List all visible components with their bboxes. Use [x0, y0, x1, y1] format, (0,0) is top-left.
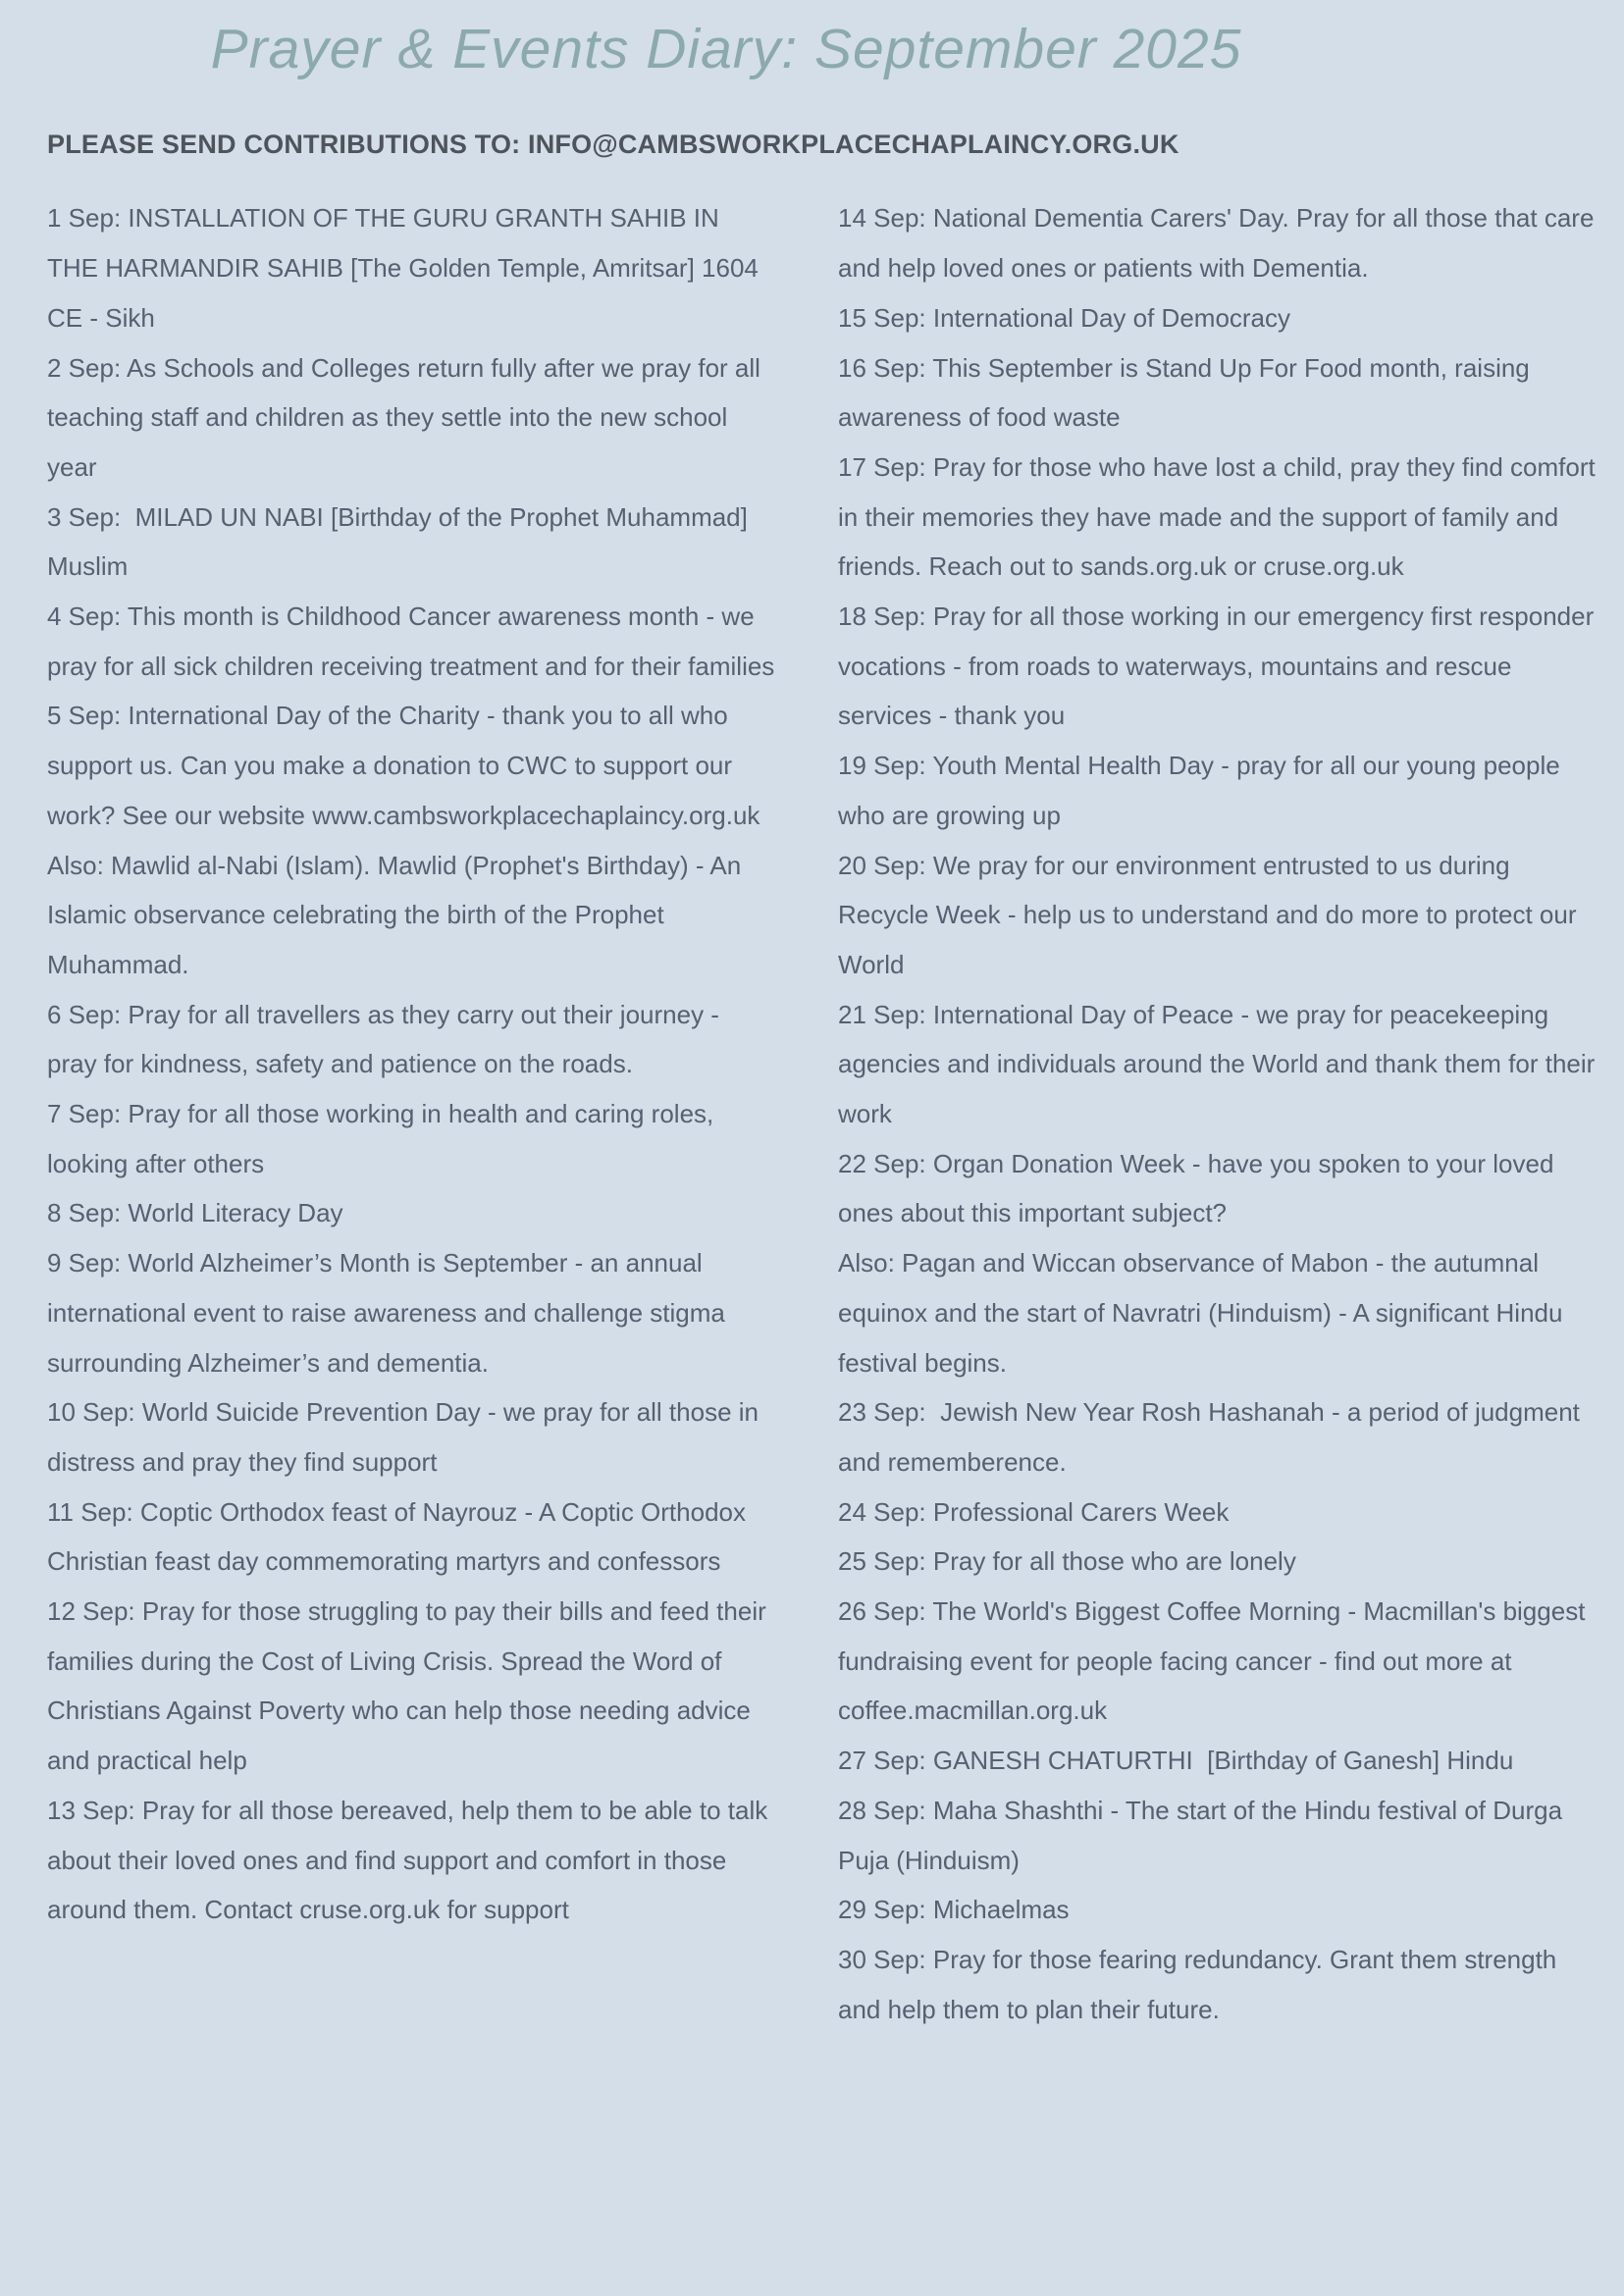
diary-entry-4-sep: 4 Sep: This month is Childhood Cancer awareness month - we pray for all sick children receiving treatment and for their families [47, 601, 775, 681]
diary-column-left [47, 193, 775, 2034]
contributions-line: PLEASE SEND CONTRIBUTIONS TO: INFO@CAMBSWORKPLACECHAPLAINCY.ORG.UK [47, 130, 1179, 160]
diary-entry-2-sep: 2 Sep: As Schools and Colleges return fully after we pray for all teaching staff and children as they settle into the new school year [47, 352, 768, 482]
diary-entry-14-sep: 14 Sep: National Dementia Carers' Day. Pray for all those that care and help loved ones or patients with Dementia. [838, 203, 1601, 284]
diary-entry-10-sep: 10 Sep: World Suicide Prevention Day - we pray for all those in distress and pray they find support [47, 1397, 766, 1477]
diary-entry-27-sep: 27 Sep: GANESH CHATURTHI [Birthday of Ganesh] Hindu [838, 1746, 1514, 1776]
diary-column-right [838, 193, 1602, 2034]
diary-entry-29-sep: 29 Sep: Michaelmas [838, 1895, 1070, 1925]
diary-entry-26-sep: 26 Sep: The World's Biggest Coffee Morning - Macmillan's biggest fundraising event for people facing cancer - find out more at coffee.macmillan.org.uk [838, 1596, 1593, 1726]
diary-entry-15-sep: 15 Sep: International Day of Democracy [838, 302, 1291, 333]
diary-entry-21-sep: 21 Sep: International Day of Peace - we pray for peacekeeping agencies and individuals around the World and thank them for their work [838, 999, 1602, 1129]
diary-entry-5-sep-also: Also: Mawlid al-Nabi (Islam). Mawlid (Prophet's Birthday) - An Islamic observance celebrating the birth of the Prophet Muhammad. [47, 850, 749, 979]
diary-entry-23-sep: 23 Sep: Jewish New Year Rosh Hashanah - a period of judgment and rememberence. [838, 1397, 1588, 1477]
page-title: Prayer & Events Diary: September 2025 [210, 18, 1242, 80]
diary-entry-5-sep: 5 Sep: International Day of the Charity - thank you to all who support us. Can you make a donation to CWC to support our work? See our website www.cambsworkplacechaplaincy.org.uk [47, 701, 760, 830]
diary-entry-13-sep: 13 Sep: Pray for all those bereaved, help them to be able to talk about their loved ones and find support and comfort in those around them. Contact cruse.org.uk for support [47, 1795, 775, 1925]
diary-entry-8-sep: 8 Sep: World Literacy Day [47, 1198, 343, 1228]
diary-entry-7-sep: 7 Sep: Pray for all those working in health and caring roles, looking after others [47, 1099, 721, 1178]
diary-entry-20-sep: 20 Sep: We pray for our environment entrusted to us during Recycle Week - help us to understand and do more to protect our World [838, 850, 1584, 979]
diary-entry-16-sep: 16 Sep: This September is Stand Up For Food month, raising awareness of food waste [838, 352, 1538, 433]
diary-entry-25-sep: 25 Sep: Pray for all those who are lonely [838, 1546, 1296, 1577]
diary-entry-12-sep: 12 Sep: Pray for those struggling to pay their bills and feed their families during the Cost of Living Crisis. Spread the Word of Christians Against Poverty who can help those needing advice and practical help [47, 1596, 773, 1776]
diary-entry-22-sep-also: Also: Pagan and Wiccan observance of Mabon - the autumnal equinox and the start of Navratri (Hinduism) - A significant Hindu festival begins. [838, 1248, 1570, 1378]
diary-entry-18-sep: 18 Sep: Pray for all those working in our emergency first responder vocations - from roads to waterways, mountains and rescue services - thank you [838, 601, 1601, 731]
diary-entry-11-sep: 11 Sep: Coptic Orthodox feast of Nayrouz - A Coptic Orthodox Christian feast day commemorating martyrs and confessors [47, 1496, 754, 1577]
diary-entry-28-sep: 28 Sep: Maha Shashthi - The start of the Hindu festival of Durga Puja (Hinduism) [838, 1795, 1570, 1875]
diary-entry-6-sep: 6 Sep: Pray for all travellers as they carry out their journey - pray for kindness, safety and patience on the roads. [47, 999, 727, 1079]
diary-entry-30-sep: 30 Sep: Pray for those fearing redundancy. Grant them strength and help them to plan their future. [838, 1945, 1564, 2024]
diary-entry-22-sep: 22 Sep: Organ Donation Week - have you spoken to your loved ones about this important subject? [838, 1148, 1561, 1228]
diary-entry-3-sep: 3 Sep: MILAD UN NABI [Birthday of the Prophet Muhammad] Muslim [47, 501, 756, 582]
diary-columns [47, 193, 1624, 2034]
diary-entry-9-sep: 9 Sep: World Alzheimer’s Month is September - an annual international event to raise awareness and challenge stigma surrounding Alzheimer’s and dementia. [47, 1248, 733, 1378]
diary-entry-19-sep: 19 Sep: Youth Mental Health Day - pray for all our young people who are growing up [838, 751, 1567, 830]
diary-entry-17-sep: 17 Sep: Pray for those who have lost a child, pray they find comfort in their memories they have made and the support of family and friends. Reach out to sands.org.uk or cruse.org.uk [838, 451, 1602, 582]
diary-entry-24-sep: 24 Sep: Professional Carers Week [838, 1496, 1230, 1527]
diary-entry-1-sep: 1 Sep: INSTALLATION OF THE GURU GRANTH SAHIB IN THE HARMANDIR SAHIB [The Golden Temple, Amritsar] 1604 CE - Sikh [47, 203, 766, 333]
